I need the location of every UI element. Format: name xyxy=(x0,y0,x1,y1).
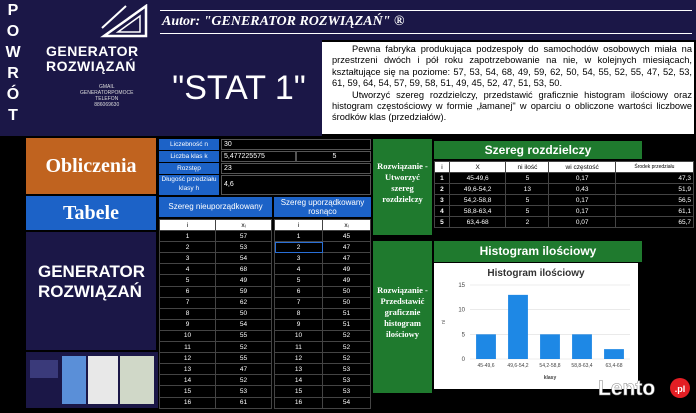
szereg-col-header: wi częstość xyxy=(549,162,615,173)
x-tick-label: 45-49,6 xyxy=(477,363,495,369)
value-cell[interactable]: 51 xyxy=(323,308,371,319)
table-row xyxy=(275,264,371,275)
table-row xyxy=(275,231,371,242)
back-letter: P xyxy=(7,2,19,19)
param-label: Długość przedziału klasy h xyxy=(159,175,219,195)
sorted-header: Szereg uporządkowany rosnąco xyxy=(274,197,371,217)
row-index-cell[interactable]: 6 xyxy=(275,286,323,297)
szereg-cell[interactable]: 45-49,6 xyxy=(449,173,505,184)
histogram-header: Histogram ilościowy xyxy=(434,241,642,262)
y-tick-label: 15 xyxy=(458,283,465,289)
table-row xyxy=(275,319,371,330)
table-row xyxy=(160,330,272,341)
row-index-cell[interactable]: 3 xyxy=(160,253,216,264)
table-row xyxy=(160,397,272,408)
logo xyxy=(26,0,156,136)
row-index-cell[interactable]: 9 xyxy=(275,319,323,330)
szereg-cell[interactable]: 49,6-54,2 xyxy=(449,184,505,195)
row-index-cell[interactable]: 7 xyxy=(275,297,323,308)
histogram-chart xyxy=(434,263,638,389)
szereg-cell[interactable]: 2 xyxy=(435,184,450,195)
value-cell[interactable]: 47 xyxy=(323,242,371,253)
szereg-cell[interactable]: 5 xyxy=(435,217,450,228)
szereg-cell[interactable]: 54,2-58,8 xyxy=(449,195,505,206)
table-row xyxy=(160,242,272,253)
table-row xyxy=(275,242,371,253)
chart-bar xyxy=(508,295,528,359)
szereg-col-header: i xyxy=(435,162,450,173)
szereg-cell[interactable]: 0,43 xyxy=(549,184,615,195)
set-square-icon xyxy=(100,4,150,38)
task-paragraph-2: Utworzyć szereg rozdzielczy, przedstawić graficznie histogram ilościowy oraz histogram częstościowy w formie „łamanej" w oparciu o obliczone wartości liczbowe środków klas (przedziałów). xyxy=(332,89,692,123)
value-cell[interactable]: 50 xyxy=(216,308,272,319)
table-row xyxy=(275,364,371,375)
szereg-cell[interactable]: 13 xyxy=(506,184,549,195)
szereg-header-row xyxy=(435,162,694,173)
sorted-table xyxy=(274,219,371,409)
value-cell[interactable]: 52 xyxy=(216,375,272,386)
value-cell[interactable]: 61 xyxy=(216,397,272,408)
row-index-cell[interactable]: 3 xyxy=(275,253,323,264)
param-value[interactable]: 5,477225575 xyxy=(221,151,296,162)
col-i-header: i xyxy=(275,220,323,231)
szereg-cell[interactable]: 65,7 xyxy=(615,217,693,228)
solution-label-1: Rozwiązanie - Utworzyć szereg rozdzielczy xyxy=(373,139,432,235)
szereg-cell[interactable]: 61,1 xyxy=(615,206,693,217)
szereg-cell[interactable]: 0,17 xyxy=(549,206,615,217)
row-index-cell[interactable]: 10 xyxy=(275,330,323,341)
table-row xyxy=(275,342,371,353)
back-letter: W xyxy=(5,44,21,61)
value-cell[interactable]: 53 xyxy=(216,386,272,397)
x-tick-label: 49,6-54,2 xyxy=(507,363,529,369)
value-cell[interactable]: 50 xyxy=(323,286,371,297)
table-row xyxy=(160,231,272,242)
param-label: Rozstęp xyxy=(159,163,219,174)
logo-middle xyxy=(26,232,156,350)
value-cell[interactable]: 51 xyxy=(323,319,371,330)
szereg-cell[interactable]: 47,3 xyxy=(615,173,693,184)
y-axis-label: ni xyxy=(441,320,447,324)
value-cell[interactable]: 62 xyxy=(216,297,272,308)
szereg-cell[interactable]: 5 xyxy=(506,206,549,217)
row-index-cell[interactable]: 6 xyxy=(160,286,216,297)
szereg-cell[interactable]: 4 xyxy=(435,206,450,217)
szereg-cell[interactable]: 1 xyxy=(435,173,450,184)
table-row xyxy=(160,286,272,297)
param-label: Liczba klas k xyxy=(159,151,219,162)
szereg-cell[interactable]: 0,17 xyxy=(549,173,615,184)
unsorted-table xyxy=(159,219,272,409)
row-index-cell[interactable]: 12 xyxy=(160,353,216,364)
value-cell[interactable]: 54 xyxy=(216,253,272,264)
szereg-cell[interactable]: 5 xyxy=(506,195,549,206)
szereg-cell[interactable]: 3 xyxy=(435,195,450,206)
table-row xyxy=(275,330,371,341)
task-paragraph-1: Pewna fabryka produkująca podzespoły do samochodów osobowych miała na przestrzeni dwóch i pół roku zapotrzebowanie na nie, w kolejnych miesiącach, kształtujące się na poziome: 57, 53, 54, 68, 49, 59, 62, 50, 54, 55, 52, 55, 47, 52, 53, 61, 59, 64, 54, 57, 59, 58, 51, 49, 45, 52, 47, 51, 53, 50. xyxy=(332,44,692,89)
value-cell[interactable]: 53 xyxy=(216,242,272,253)
table-row xyxy=(275,386,371,397)
thumbnail-preview[interactable] xyxy=(26,352,158,408)
szereg-cell[interactable]: 5 xyxy=(506,173,549,184)
row-index-cell[interactable]: 8 xyxy=(160,308,216,319)
value-cell[interactable]: 49 xyxy=(323,275,371,286)
row-index-cell[interactable]: 5 xyxy=(275,275,323,286)
szereg-col-header: Środek przedziału xyxy=(615,162,693,173)
y-tick-label: 0 xyxy=(461,357,465,363)
chart-bar xyxy=(476,334,496,359)
lento-watermark xyxy=(598,374,692,402)
szereg-row xyxy=(435,184,694,195)
param-value-rounded[interactable]: 5 xyxy=(296,151,371,162)
row-index-cell[interactable]: 13 xyxy=(160,364,216,375)
back-letter: R xyxy=(7,65,19,82)
value-cell[interactable]: 52 xyxy=(323,353,371,364)
y-tick-label: 5 xyxy=(461,332,465,339)
param-value[interactable]: 23 xyxy=(221,163,371,174)
table-row xyxy=(160,308,272,319)
value-cell[interactable]: 54 xyxy=(216,319,272,330)
author-line: Autor: "GENERATOR ROZWIĄZAŃ" ® xyxy=(160,10,692,34)
value-cell[interactable]: 47 xyxy=(323,253,371,264)
value-cell[interactable]: 47 xyxy=(216,364,272,375)
obliczenia-button[interactable]: Obliczenia xyxy=(26,138,156,194)
szereg-cell[interactable]: 51,9 xyxy=(615,184,693,195)
szereg-cell[interactable]: 63,4-68 xyxy=(449,217,505,228)
szereg-row xyxy=(435,195,694,206)
col-xi-header: xᵢ xyxy=(216,220,272,231)
value-cell[interactable]: 45 xyxy=(323,231,371,242)
chart-svg xyxy=(434,263,638,389)
row-index-cell[interactable]: 13 xyxy=(275,364,323,375)
table-row xyxy=(160,253,272,264)
task-description xyxy=(322,42,694,134)
value-cell[interactable]: 54 xyxy=(323,397,371,408)
row-index-cell[interactable]: 2 xyxy=(160,242,216,253)
value-cell[interactable]: 68 xyxy=(216,264,272,275)
szereg-cell[interactable]: 0,07 xyxy=(549,217,615,228)
thumbnail-image xyxy=(26,352,158,408)
param-label: Liczebność n xyxy=(159,139,219,150)
szereg-table xyxy=(434,161,694,228)
back-button[interactable] xyxy=(0,0,26,136)
row-index-cell[interactable]: 1 xyxy=(275,231,323,242)
unsorted-header: Szereg nieuporządkowany xyxy=(159,197,272,217)
value-cell[interactable]: 53 xyxy=(323,386,371,397)
value-cell[interactable]: 57 xyxy=(216,231,272,242)
row-index-cell[interactable]: 15 xyxy=(160,386,216,397)
table-row xyxy=(275,286,371,297)
param-value[interactable]: 4,6 xyxy=(221,175,371,195)
table-row xyxy=(275,353,371,364)
row-index-cell[interactable]: 8 xyxy=(275,308,323,319)
chart-bar xyxy=(572,334,592,359)
row-index-cell[interactable]: 2 xyxy=(275,242,323,253)
row-index-cell[interactable]: 5 xyxy=(160,275,216,286)
logo-name: GENERATOR ROZWIĄZAŃ xyxy=(46,43,139,74)
y-tick-label: 10 xyxy=(458,307,465,314)
table-row xyxy=(275,297,371,308)
table-header-row xyxy=(275,220,371,231)
row-index-cell[interactable]: 16 xyxy=(160,397,216,408)
table-row xyxy=(160,342,272,353)
logo-contact: GMAIL GENERATORPOMOCE TELEFON 886069630 xyxy=(80,84,134,108)
row-index-cell[interactable]: 14 xyxy=(275,375,323,386)
value-cell[interactable]: 52 xyxy=(216,342,272,353)
szereg-col-header: ni ilość xyxy=(506,162,549,173)
x-tick-label: 63,4-68 xyxy=(605,363,623,369)
table-row xyxy=(160,275,272,286)
row-index-cell[interactable]: 4 xyxy=(275,264,323,275)
tabele-button[interactable]: Tabele xyxy=(26,196,156,230)
value-cell[interactable]: 55 xyxy=(216,353,272,364)
logo-name: GENERATOR ROZWIĄZAŃ xyxy=(38,262,146,301)
row-index-cell[interactable]: 11 xyxy=(160,342,216,353)
table-row xyxy=(160,386,272,397)
table-row xyxy=(275,308,371,319)
szereg-col-header: X xyxy=(449,162,505,173)
row-index-cell[interactable]: 11 xyxy=(275,342,323,353)
szereg-row xyxy=(435,206,694,217)
row-index-cell[interactable]: 4 xyxy=(160,264,216,275)
row-index-cell[interactable]: 12 xyxy=(275,353,323,364)
x-axis-label: klasy xyxy=(543,375,557,381)
col-xi-header: xᵢ xyxy=(323,220,371,231)
row-index-cell[interactable]: 16 xyxy=(275,397,323,408)
back-letter: O xyxy=(6,23,20,40)
chart-title: Histogram ilościowy xyxy=(487,268,585,279)
table-header-row xyxy=(160,220,272,231)
value-cell[interactable]: 49 xyxy=(216,275,272,286)
table-row xyxy=(160,297,272,308)
value-cell[interactable]: 49 xyxy=(323,264,371,275)
szereg-cell[interactable]: 58,8-63,4 xyxy=(449,206,505,217)
back-letter: Ó xyxy=(6,86,20,103)
table-row xyxy=(160,353,272,364)
table-row xyxy=(160,375,272,386)
lento-brand: Lento xyxy=(598,377,656,400)
szereg-cell[interactable]: 56,5 xyxy=(615,195,693,206)
szereg-header: Szereg rozdzielczy xyxy=(434,141,642,159)
table-row xyxy=(160,264,272,275)
value-cell[interactable]: 59 xyxy=(216,286,272,297)
value-cell[interactable]: 55 xyxy=(216,330,272,341)
chart-bar xyxy=(604,349,624,359)
solution-label-2: Rozwiązanie - Przedstawić graficznie histogram ilościowy xyxy=(373,241,432,393)
x-tick-label: 58,8-63,4 xyxy=(571,363,593,369)
value-cell[interactable]: 53 xyxy=(323,375,371,386)
table-row xyxy=(275,375,371,386)
row-index-cell[interactable]: 9 xyxy=(160,319,216,330)
lento-logo xyxy=(598,374,692,402)
lento-suffix: .pl xyxy=(674,384,686,394)
table-row xyxy=(160,364,272,375)
param-value[interactable]: 30 xyxy=(221,139,371,150)
value-cell[interactable]: 52 xyxy=(323,330,371,341)
table-row xyxy=(275,275,371,286)
row-index-cell[interactable]: 1 xyxy=(160,231,216,242)
col-i-header: i xyxy=(160,220,216,231)
table-row xyxy=(160,319,272,330)
szereg-row xyxy=(435,217,694,228)
row-index-cell[interactable]: 10 xyxy=(160,330,216,341)
value-cell[interactable]: 50 xyxy=(323,297,371,308)
row-index-cell[interactable]: 15 xyxy=(275,386,323,397)
x-tick-label: 54,2-58,8 xyxy=(539,363,561,369)
page-title: "STAT 1" xyxy=(156,40,322,136)
szereg-row xyxy=(435,173,694,184)
row-index-cell[interactable]: 14 xyxy=(160,375,216,386)
table-row xyxy=(275,397,371,408)
back-letter: T xyxy=(8,107,18,124)
table-row xyxy=(275,253,371,264)
row-index-cell[interactable]: 7 xyxy=(160,297,216,308)
value-cell[interactable]: 52 xyxy=(323,342,371,353)
szereg-cell[interactable]: 0,17 xyxy=(549,195,615,206)
value-cell[interactable]: 53 xyxy=(323,364,371,375)
chart-bar xyxy=(540,334,560,359)
szereg-cell[interactable]: 2 xyxy=(506,217,549,228)
